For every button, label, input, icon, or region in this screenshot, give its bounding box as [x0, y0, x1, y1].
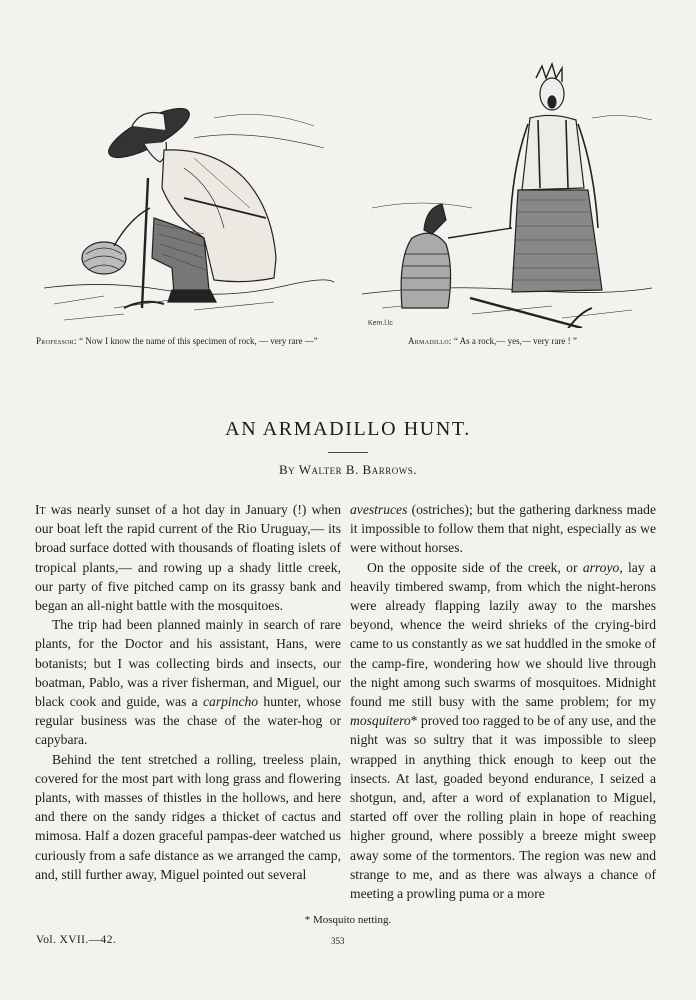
paragraph-4: [350, 500, 656, 558]
column-right: [350, 500, 656, 903]
page-number: 353: [331, 936, 345, 946]
footer-volume: Vol. XVII.—42.: [36, 934, 117, 946]
title-divider: [328, 452, 368, 453]
caption-left-text: “ Now I know the name of this specimen of rock, — very rare —”: [76, 336, 318, 346]
paragraph-4-italic: avestruces: [350, 502, 408, 517]
column-left: [35, 500, 341, 884]
paragraph-5-italic-2: mosquitero: [350, 713, 411, 729]
illustration-armadillo: [362, 58, 652, 328]
footnote: * Mosquito netting.: [304, 914, 392, 926]
paragraph-2: [35, 615, 341, 749]
professor-drawing: [44, 58, 334, 328]
paragraph-2-end: hunter, whose regular business was the chase of the water-hog or capybara.: [35, 694, 341, 748]
paragraph-3-text: Behind the tent stretched a rolling, treeless plain, covered for the most part with long grass and flowering plants, with masses of thistles in the hollows, and here and there on the sandy ridges a thicket of cactus and mimosa. Half a dozen graceful pampas-deer watched us curiously from a safe distance as we arranged the camp, and, still further away, Miguel pointed out several: [35, 751, 341, 882]
paragraph-4-text: (ostriches); but the gathering darkness made it impossible to follow them that night, especially as we were without horses.: [350, 502, 656, 556]
paragraph-1: [35, 500, 341, 615]
paragraph-2-text: The trip had been planned mainly in search of rare plants, for the Doctor and his assistant, Hans, were botanists; but I was collecting birds and insects, our boatman, Pablo, was a river fisherman, and Miguel, our black cook and guide, was a: [35, 617, 341, 710]
paragraph-5-end: * proved too ragged to be of any use, and the night was so sultry that it was impossible to sleep wrapped in anything thick enough to keep out the insects. At last, goaded beyond endurance, I seized a shotgun, and, after a word of explanation to Miguel, started off over the rolling plain in hope of reaching higher ground, where possibly a breeze might sweep away some of the tormentors. The region was new and strange to me, and as there was always a chance of meeting a prowling puma or a more: [350, 713, 656, 902]
paragraph-5-start: On the opposite side of the creek, or: [367, 559, 583, 575]
paragraph-2-italic: carpincho: [202, 694, 259, 710]
byline: [0, 462, 696, 478]
byline-prefix: By: [279, 462, 296, 477]
article-title: AN ARMADILLO HUNT.: [225, 418, 471, 440]
armadillo-drawing: [362, 58, 652, 328]
dropcap: It: [35, 502, 46, 517]
caption-right: [408, 336, 577, 346]
caption-right-speaker: Armadillo:: [408, 336, 452, 346]
paragraph-3: [35, 750, 341, 884]
paragraph-5: [350, 558, 656, 904]
byline-author: Walter B. Barrows.: [298, 462, 417, 477]
paragraph-5-italic: arroyo: [582, 559, 620, 575]
paragraph-5-text: , lay a heavily timbered swamp, from which the night-herons were already flapping lazily away to the marshes beyond, whence the weird shrieks of the crying-bird came to us constantly as we sat huddled in the smoke of the camp-fire, wondering how we should live through the night among such swarms of mosquitoes. Midnight found me still busy with the same problem; for my: [350, 559, 656, 710]
caption-right-text: “ As a rock,— yes,— very rare ! ”: [451, 336, 577, 346]
paragraph-1-text: was nearly sunset of a hot day in January (!) when our boat left the rapid current of the Rio Uruguay,— its broad surface dotted with thousands of floating islets of tropical plants,— and rowing up a shady little creek, our party of five pitched camp on its grassy bank and began an all-night battle with the mosquitoes.: [35, 502, 341, 614]
illustration-professor: [44, 58, 334, 328]
artist-signature: Kem.l.lc: [368, 320, 393, 327]
caption-left-speaker: Professor:: [36, 336, 77, 346]
caption-left: [36, 336, 318, 346]
